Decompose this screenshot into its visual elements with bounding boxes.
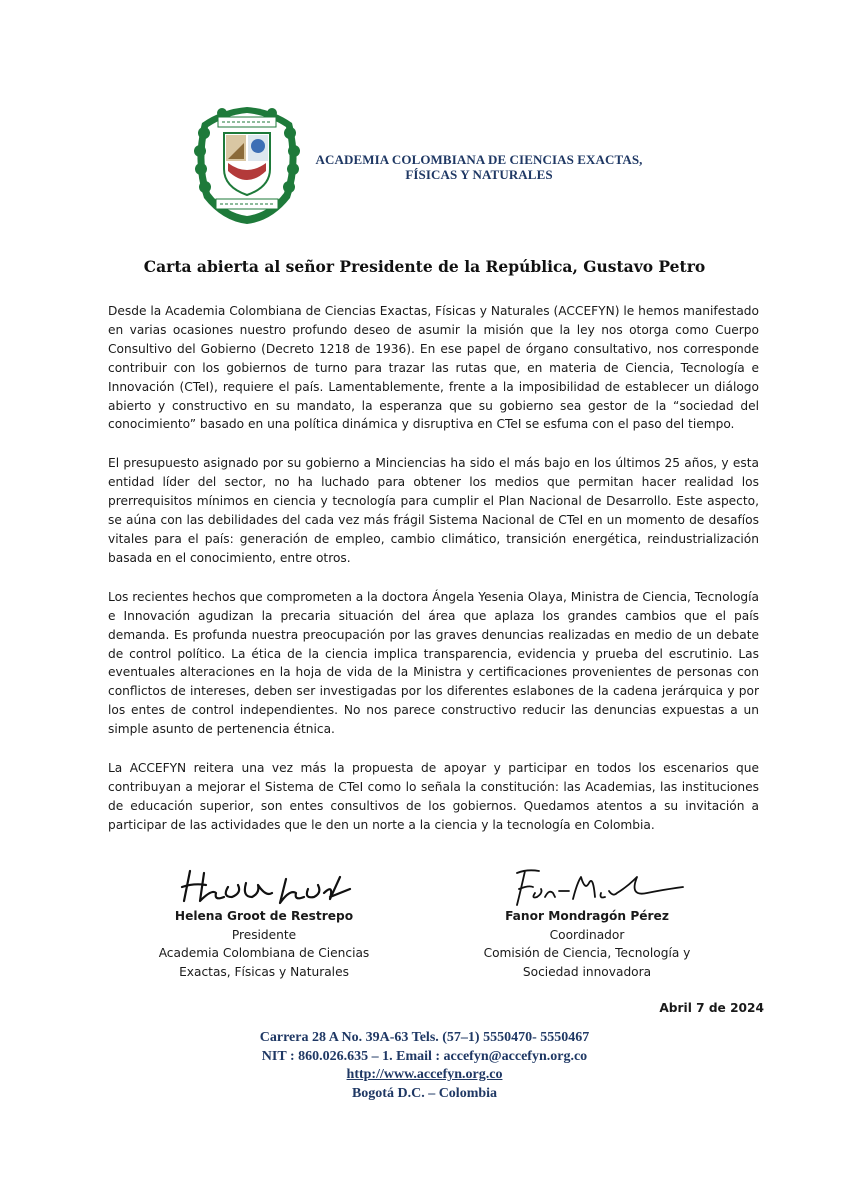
paragraph-4: La ACCEFYN reitera una vez más la propuesta de apoyar y participar en todos los escenarios que contribuyan a mejorar el Sistema de CTeI como lo señala la constitución: las Academias, las instituciones de educación superior, son entes consultivos de los gobiernos. Quedamos atentos a su invitación a participar de las actividades que le den un norte a la ciencia y la tecnología en Colombia. xyxy=(108,761,759,832)
academy-name-line2: FÍSICAS Y NATURALES xyxy=(405,167,553,182)
signer-org-right-line2: Sociedad innovadora xyxy=(522,964,652,979)
signer-org-left-line2: Exactas, Físicas y Naturales xyxy=(179,964,349,979)
signer-role-left: Presidente xyxy=(231,927,297,942)
signature-block-right xyxy=(457,863,717,981)
handwritten-signature-icon xyxy=(477,863,697,907)
paragraph-1: Desde la Academia Colombiana de Ciencias Exactas, Físicas y Naturales (ACCEFYN) le hemos manifestado en varias ocasiones nuestro profundo deseo de asumir la misión que la ley nos otorga como Cuerpo Consultivo del Gobierno (Decreto 1218 de 1936). En ese papel de órgano consultativo, nos corresponde contribuir con los gobiernos de turno para trazar las rutas que, en materia de Ciencia, Tecnología e Innovación (CTeI), requiere el país. Lamentablemente, frente a la imposibilidad de establecer un diálogo abierto y constructivo en su mandato, la esperanza que su gobierno sea gestor de la “sociedad del conocimiento” basado en una política dinámica y disruptiva en CTeI se esfuma con el paso del tiempo. xyxy=(108,304,759,432)
letter-date: Abril 7 de 2024 xyxy=(659,1001,764,1015)
signer-role-right: Coordinador xyxy=(549,927,625,942)
footer-contact xyxy=(0,1029,849,1103)
footer-address: Carrera 28 A No. 39A-63 Tels. (57–1) 5550470- 5550467 xyxy=(259,1030,590,1045)
paragraph-2: El presupuesto asignado por su gobierno a Minciencias ha sido el más bajo en los últimos 25 años, y esta entidad líder del sector, no ha luchado para obtener los medios que permitan hacer realidad los prerrequisitos mínimos en ciencia y tecnología para cumplir el Plan Nacional de Desarrollo. Este aspecto, se aúna con las debilidades del cada vez más frágil Sistema Nacional de CTeI en un momento de desafíos vitales para el país: generación de empleo, cambio climático, transición energética, reindustrialización basada en el conocimiento, entre otros. xyxy=(108,456,759,565)
letter-title: Carta abierta al señor Presidente de la República, Gustavo Petro xyxy=(143,257,706,276)
footer-website-link[interactable]: http://www.accefyn.org.co xyxy=(346,1067,503,1082)
signature-block-left xyxy=(134,863,394,981)
signer-org-left-line1: Academia Colombiana de Ciencias xyxy=(158,946,370,960)
paragraph-3: Los recientes hechos que comprometen a la doctora Ángela Yesenia Olaya, Ministra de Ciencia, Tecnología e Innovación agudizan la precaria situación del área que aplaza los grandes cambios que el país demanda. Es profunda nuestra preocupación por las graves denuncias realizadas en medio de un debate de control político. La ética de la ciencia implica transparencia, evidencia y prueba del escrutinio. Las eventuales alteraciones en la hoja de vida de la Ministra y certificaciones provenientes de personas con conflictos de intereses, deben ser investigadas por los diferentes eslabones de la cadena jerárquica y por los entes de control independientes. No nos parece constructivo reducir las denuncias expuestas a un simple asunto de pertenencia étnica. xyxy=(108,589,759,737)
signer-name-left: Helena Groot de Restrepo xyxy=(174,909,354,923)
signer-name-right: Fanor Mondragón Pérez xyxy=(505,909,669,923)
footer-nit-email: NIT : 860.026.635 – 1. Email : accefyn@accefyn.org.co xyxy=(261,1048,588,1064)
handwritten-signature-icon xyxy=(154,863,374,907)
academy-name-line1: ACADEMIA COLOMBIANA DE CIENCIAS EXACTAS, xyxy=(315,152,643,167)
signer-org-right-line1: Comisión de Ciencia, Tecnología y xyxy=(483,946,691,960)
academy-name xyxy=(312,152,646,182)
academy-crest-icon xyxy=(192,103,302,225)
footer-city: Bogotá D.C. – Colombia xyxy=(351,1085,498,1101)
letter-body xyxy=(108,302,759,855)
